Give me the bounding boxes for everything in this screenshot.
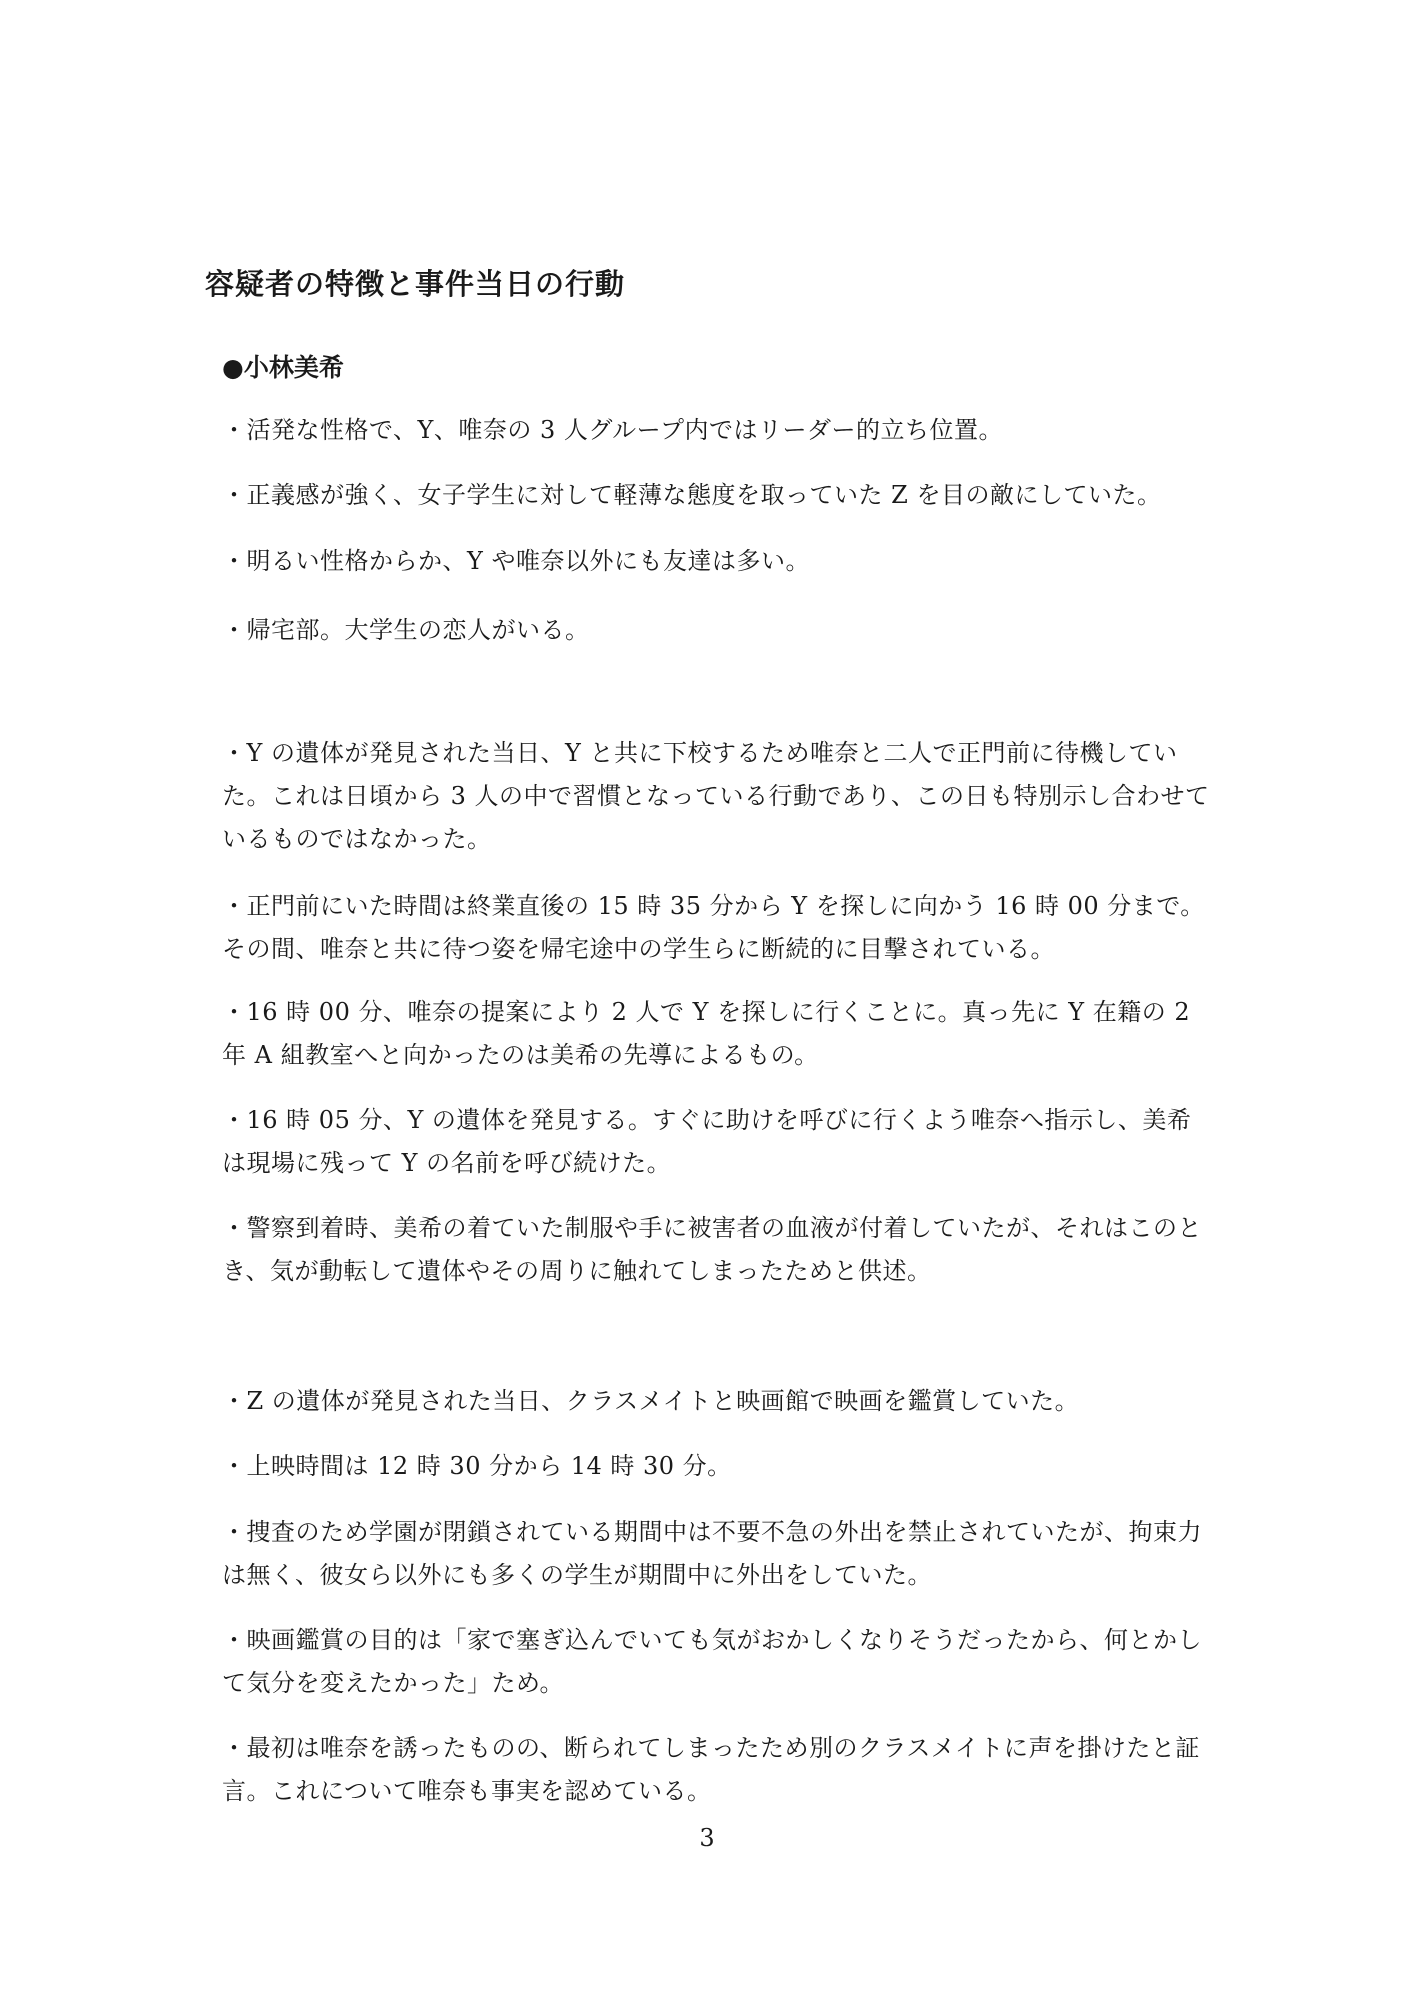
z-day-item: ・映画鑑賞の目的は「家で塞ぎ込んでいても気がおかしくなりそうだったから、何とかして気分を変えたかった」ため。 [222,1626,1202,1697]
profile-item: ・帰宅部。大学生の恋人がいる。 [222,616,590,644]
y-day-item: ・警察到着時、美希の着ていた制服や手に被害者の血液が付着していたが、それはこのとき、気が動転して遺体やその周りに触れてしまったためと供述。 [222,1214,1202,1285]
page-number: 3 [699,1824,715,1852]
profile-item: ・正義感が強く、女子学生に対して軽薄な態度を取っていた Z を目の敵にしていた。 [222,481,1162,509]
z-day-item: ・Z の遺体が発見された当日、クラスメイトと映画館で映画を鑑賞していた。 [222,1387,1080,1415]
z-day-item: ・最初は唯奈を誘ったものの、断られてしまったため別のクラスメイトに声を掛けたと証言。これについて唯奈も事実を認めている。 [222,1734,1200,1805]
y-day-item: ・正門前にいた時間は終業直後の 15 時 35 分から Y を探しに向かう 16 時 00 分まで。その間、唯奈と共に待つ姿を帰宅途中の学生らに断続的に目撃されている。 [222,892,1205,963]
y-day-item: ・16 時 05 分、Y の遺体を発見する。すぐに助けを呼びに行くよう唯奈へ指示し、美希は現場に残って Y の名前を呼び続けた。 [222,1106,1192,1177]
profile-item: ・明るい性格からか、Y や唯奈以外にも友達は多い。 [222,547,810,575]
y-day-item: ・16 時 00 分、唯奈の提案により 2 人で Y を探しに行くことに。真っ先に Y 在籍の 2 年 A 組教室へと向かったのは美希の先導によるもの。 [222,998,1191,1069]
section-title: 容疑者の特徴と事件当日の行動 [205,267,626,301]
profile-item: ・活発な性格で、Y、唯奈の 3 人グループ内ではリーダー的立ち位置。 [222,416,1003,444]
z-day-item: ・捜査のため学園が閉鎖されている期間中は不要不急の外出を禁止されていたが、拘束力は無く、彼女ら以外にも多くの学生が期間中に外出をしていた。 [222,1518,1202,1589]
y-day-item: ・Y の遺体が発見された当日、Y と共に下校するため唯奈と二人で正門前に待機していた。これは日頃から 3 人の中で習慣となっている行動であり、この日も特別示し合わせているものではなかった。 [222,739,1210,853]
z-day-item: ・上映時間は 12 時 30 分から 14 時 30 分。 [222,1452,732,1480]
suspect-heading: ●小林美希 [222,353,344,382]
